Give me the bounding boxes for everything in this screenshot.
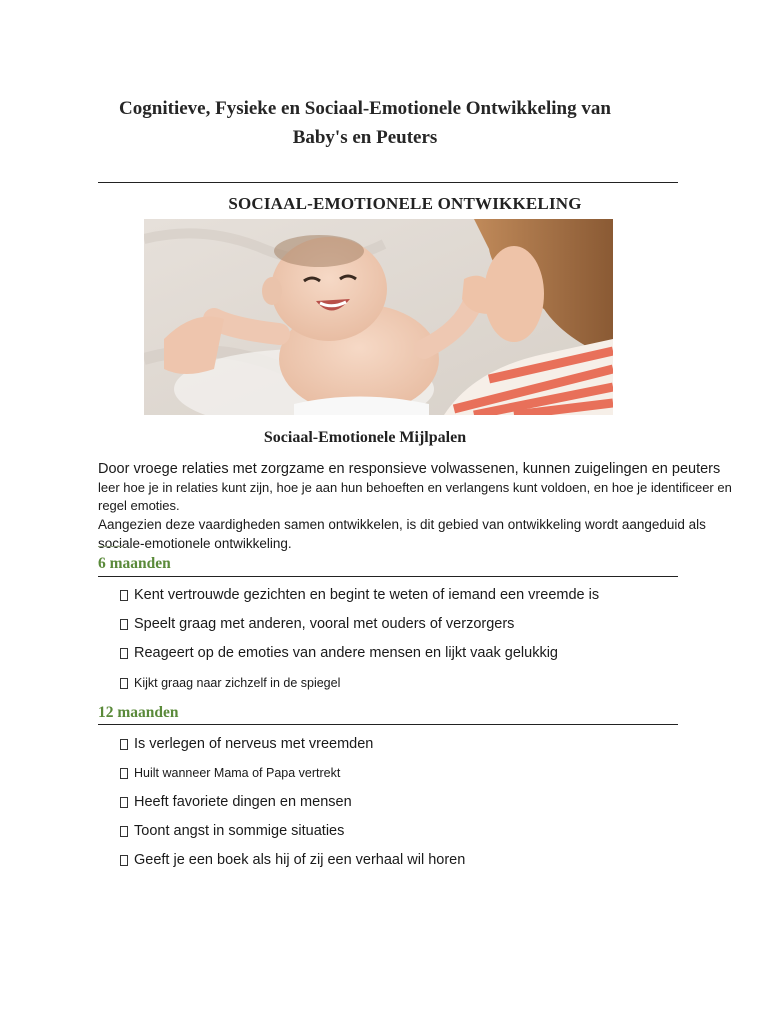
intro-line-3: Aangezien deze vaardigheden samen ontwikkelen, is dit gebied van ontwikkeling wordt aangeduid als sociale-emotionele ontwikkeling.	[98, 517, 706, 551]
small-divider	[98, 546, 124, 547]
hero-photo	[144, 219, 613, 415]
document-title-line-1: Cognitieve, Fysieke en Sociaal-Emotionele Ontwikkeling van	[119, 98, 611, 119]
list-item-text: Geeft je een boek als hij of zij een verhaal wil horen	[134, 852, 466, 868]
group-heading-6-maanden: 6 maanden	[98, 555, 171, 572]
intro-line-1: Door vroege relaties met zorgzame en responsieve volwassenen, kunnen zuigelingen en peuters	[98, 461, 721, 477]
checkbox-icon	[120, 768, 128, 779]
list-item-text: Speelt graag met anderen, vooral met ouders of verzorgers	[134, 616, 515, 632]
group-heading-12-maanden: 12 maanden	[98, 704, 179, 721]
list-item-text: Heeft favoriete dingen en mensen	[134, 794, 352, 810]
milestones-heading: Sociaal-Emotionele Mijlpalen	[263, 429, 467, 446]
list-item-text: Is verlegen of nerveus met vreemden	[134, 736, 374, 752]
list-item	[120, 587, 599, 603]
list-item-text: Toont angst in sommige situaties	[134, 823, 345, 839]
list-item	[120, 823, 344, 839]
group-divider	[98, 724, 678, 725]
list-item	[120, 676, 340, 690]
section-heading: SOCIAAL-EMOTIONELE ONTWIKKELING	[228, 194, 582, 213]
document-title-line-2: Baby's en Peuters	[292, 127, 438, 148]
checkbox-icon	[120, 619, 128, 630]
group-divider	[98, 576, 678, 577]
top-divider	[98, 182, 678, 183]
list-item	[120, 645, 558, 661]
checkbox-icon	[120, 648, 128, 659]
checkbox-icon	[120, 678, 128, 689]
list-item	[120, 852, 465, 868]
list-item-text: Kent vertrouwde gezichten en begint te weten of iemand een vreemde is	[134, 587, 600, 603]
list-item	[120, 616, 514, 632]
intro-paragraph	[98, 460, 738, 553]
list-item	[120, 794, 352, 810]
checkbox-icon	[120, 739, 128, 750]
checkbox-icon	[120, 797, 128, 808]
list-item-text: Reageert op de emoties van andere mensen en lijkt vaak gelukkig	[134, 645, 558, 661]
list-item	[120, 766, 340, 780]
list-item	[120, 736, 373, 752]
intro-line-2: leer hoe je in relaties kunt zijn, hoe je aan hun behoeften en verlangens kunt voldoen, en hoe je identificeer en regel emoties.	[98, 480, 732, 513]
checkbox-icon	[120, 826, 128, 837]
checkbox-icon	[120, 855, 128, 866]
list-item-text: Huilt wanneer Mama of Papa vertrekt	[134, 766, 341, 780]
list-item-text: Kijkt graag naar zichzelf in de spiegel	[134, 676, 341, 690]
document-title	[60, 94, 670, 152]
checkbox-icon	[120, 590, 128, 601]
